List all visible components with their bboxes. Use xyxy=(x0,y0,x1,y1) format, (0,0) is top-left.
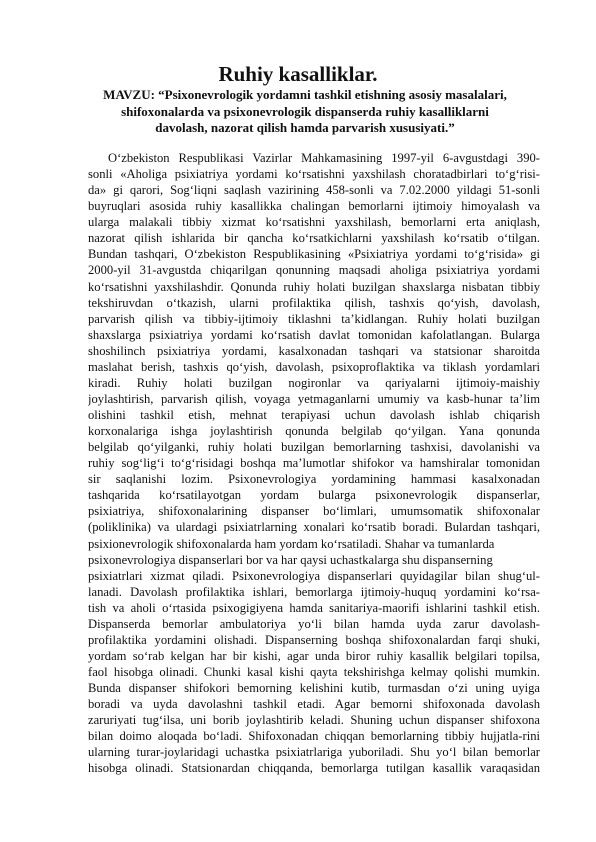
body-line: tish va aholi o‘rtasida psixogigiyena hamda sanitariya-maorifi ishlarini tashkil etish. xyxy=(88,600,540,615)
body-line: (poliklinika) va ulardagi psixiatrlarning xonalari ko‘rsatib boradi. Bulardan tashqari, xyxy=(88,520,540,535)
body-line: Dispanserda bemorlar ambulatoriya yo‘li bilan hamda uyda zarur davolash- xyxy=(88,616,540,631)
subtitle-line: shifoxonalarda va psixonevrologik dispanserda ruhiy kasalliklarni xyxy=(121,103,489,119)
body-line: parvarish qilish va tibbiy-ijtimoiy tiklashni ta’kidlangan. Ruhiy holati buzilgan xyxy=(88,311,540,326)
body-line: boradi va uyda davolashni tashkil etadi. Agar bemorni shifoxonada davolash xyxy=(88,697,540,712)
body-line: yordam so‘rab kelgan har bir kishi, agar unda biror ruhiy kasallik belgilari topilsa, xyxy=(88,648,540,663)
body-line: hisobga olinadi. Statsionardan chiqqanda, bemorlarga tutilgan kasallik varaqasidan xyxy=(88,761,540,776)
body-line: lanadi. Davolash profilaktika ishlari, bemorlarga ijtimoiy-huquq yordamini ko‘rsa- xyxy=(88,584,540,599)
body-line: psixionevrologik shifoxonalarda ham yordam ko‘rsatiladi. Shahar va tumanlarda xyxy=(88,536,495,551)
body-line: sir saqlanishi lozim. Psixonevrologiya yordamining hammasi kasalxonadan xyxy=(88,472,540,487)
body-line: faol hisobga olinadi. Chunki kasal kishi qayta tekshirishga kelmay qolishi mumkin. xyxy=(88,665,540,679)
body-line: ularning turar-joylaridagi uchastka psixiatrlariga yuboriladi. Shu yo‘l bilan bemorlar xyxy=(88,745,540,760)
body-line: ruhiy sog‘lig‘i to‘g‘risidagi boshqa ma’lumotlar shifokor va hamshiralar tomonidan xyxy=(88,456,540,471)
body-line: shaxslarga psixiatriya yordami ko‘rsatish davlat tomonidan kafolatlangan. Bularga xyxy=(88,327,540,342)
body-line: korxonalariga ishga joylashtirish qonunda belgilab qo‘yilgan. Yana qonunda xyxy=(88,424,540,439)
body-line: psixiatrlari xizmat qiladi. Psixonevrologiya dispanserlari quyidagilar bilan shug‘ul- xyxy=(88,568,540,583)
document-title: Ruhiy kasalliklar. xyxy=(218,62,378,86)
body-line: Bunda dispanser shifokori bemorning kelishini kutib, turmasdan o‘zi uning uyiga xyxy=(88,681,540,696)
body-line: bilan doimo aloqada bo‘ladi. Shifoxonadan chiqqan bemorlarning tibbiy hujjatla-rini xyxy=(88,729,540,744)
body-line: Bundan tashqari, O‘zbekiston Respublikasining «Psixiatriya yordami to‘g‘risida» gi xyxy=(88,247,540,262)
body-line: psixiatriya, shifoxonalarining dispanser bo‘limlari, umumsomatik shifoxonalar xyxy=(88,504,540,519)
body-line: profilaktika yordamini olishadi. Dispanserning boshqa shifoxonalardan farqi shuki, xyxy=(88,632,540,647)
body-line: sonli «Aholiga psixiatriya yordami ko‘rsatishni yaxshilash choratadbirlari to‘g‘risi- xyxy=(88,167,540,182)
body-line: O‘zbekiston Respublikasi Vazirlar Mahkamasining 1997-yil 6-avgustdagi 390- xyxy=(108,151,540,165)
document-subtitle xyxy=(70,87,540,137)
body-line: ularga malakali tibbiy xizmat ko‘rsatishni yaxshilash, bemorlarni erta aniqlash, xyxy=(88,215,540,230)
body-line: maslahat berish, tashxis qo‘yish, davolash, psixoproflaktika va tiklash yordamlari xyxy=(88,359,540,374)
body-line: tashqarida ko‘rsatilayotgan yordam bularga psixonevrologik dispanserlar, xyxy=(88,488,540,503)
body-line: ko‘rsatishni yaxshilashdir. Qonunda ruhiy holati buzilgan shaxslarga nisbatan tibbiy xyxy=(88,279,540,294)
body-line: belgilab qo‘yilganki, ruhiy holati buzilgan bemorlarning tashxisi, davolanishi va xyxy=(88,440,540,455)
body-line: nazorat qilish ishlarida bir qancha ko‘rsatkichlarni yaxshilash ko‘rsatib o‘tilgan. xyxy=(88,231,540,246)
body-line: olishini tashkil etish, mehnat terapiyasi uchun davolash ishlab chiqarish xyxy=(88,408,540,422)
body-line: tekshiruvdan o‘tkazish, ularni profilaktika qilish, tashxis qo‘yish, davolash, xyxy=(88,295,540,310)
body-line: psixonevrologiya dispanserlari bor va har qaysi uchastkalarga shu dispanserning xyxy=(88,552,493,567)
body-line: zaruriyati tug‘ilsa, uni borib joylashtirib keladi. Shuning uchun dispanser shifoxona xyxy=(88,713,540,728)
body-line: 2000-yil 31-avgustda chiqarilgan qonunning maqsadi aholiga psixiatriya yordami xyxy=(88,263,540,278)
body-line: joylashtirish, parvarish qilish, voyaga yetmaganlarni umumiy va kasb-hunar ta’lim xyxy=(88,391,540,406)
subtitle-line: davolash, nazorat qilish hamda parvarish xususiyati.” xyxy=(155,120,455,135)
subtitle-line: MAVZU: “Psixonevrologik yordamni tashkil etishning asosiy masalalari, xyxy=(103,87,507,102)
body-line: shoshilinch psixiatriya yordami, kasalxonadan tashqari va statsionar sharoitda xyxy=(88,343,540,358)
body-line: kiradi. Ruhiy holati buzilgan nogironlar va qariyalarni ijtimoiy-maishiy xyxy=(88,375,540,390)
body-line: da» gi qarori, Sog‘liqni saqlash vazirining 458-sonli va 7.02.2000 yildagi 51-sonli xyxy=(88,183,540,198)
body-line: buyruqlari asosida ruhiy kasallikka chalingan bemorlarni ijtimoiy himoyalash va xyxy=(88,199,540,214)
body-paragraph xyxy=(88,150,540,776)
